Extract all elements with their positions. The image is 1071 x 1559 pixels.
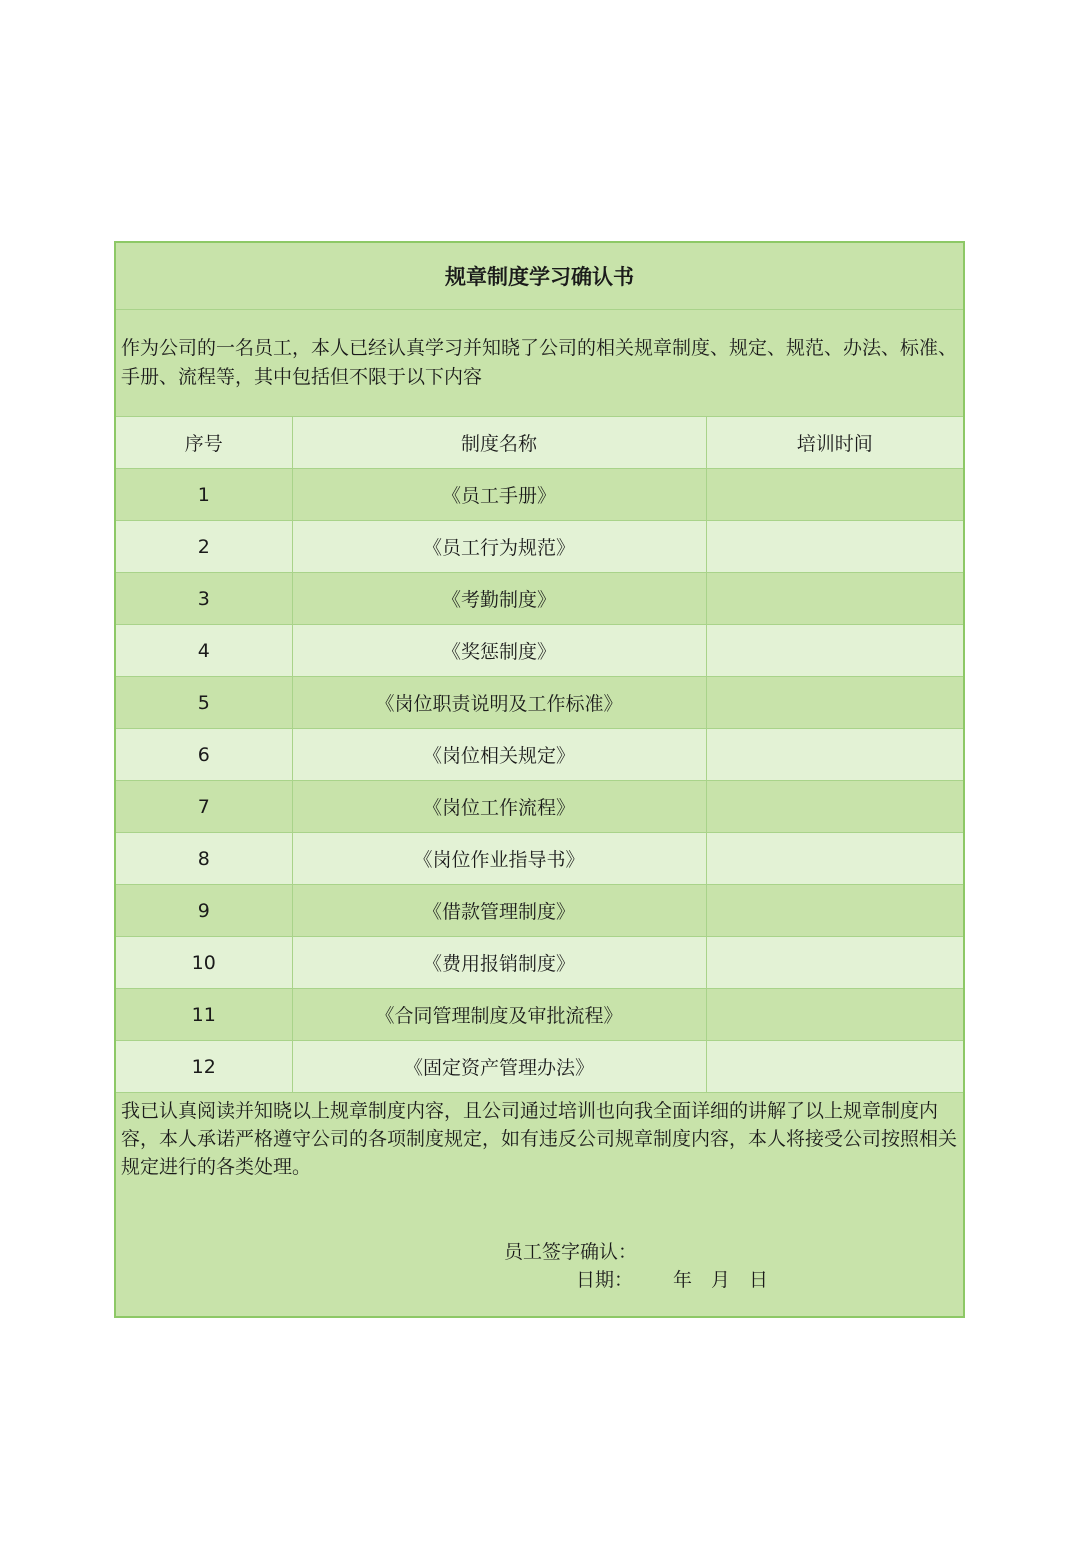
table-row	[116, 677, 963, 729]
table-row	[116, 521, 963, 573]
training-time-cell	[706, 833, 963, 885]
footer-section	[116, 1093, 963, 1316]
day-label: 日	[749, 1269, 769, 1291]
training-time-cell	[706, 885, 963, 937]
commitment-statement: 我已认真阅读并知晓以上规章制度内容，且公司通过培训也向我全面详细的讲解了以上规章制度内容，本人承诺严格遵守公司的各项制度规定，如有违反公司规章制度内容，本人将接受公司按照相关规定进行的各类处理。	[121, 1100, 958, 1178]
training-time-cell	[706, 677, 963, 729]
header-time: 培训时间	[706, 417, 963, 469]
table-row	[116, 729, 963, 781]
training-time-cell	[706, 521, 963, 573]
table-row	[116, 833, 963, 885]
training-time-cell	[706, 937, 963, 989]
training-time-cell	[706, 781, 963, 833]
row-number: 7	[116, 781, 292, 833]
training-time-cell	[706, 989, 963, 1041]
signature-label: 员工签字确认：	[504, 1241, 638, 1263]
table-row	[116, 781, 963, 833]
rule-name: 《奖惩制度》	[292, 625, 706, 677]
date-label: 日期：	[576, 1269, 634, 1291]
intro-text: 作为公司的一名员工，本人已经认真学习并知晓了公司的相关规章制度、规定、规范、办法、标准、手册、流程等，其中包括但不限于以下内容	[116, 310, 963, 417]
form-title: 规章制度学习确认书	[116, 243, 963, 310]
header-no: 序号	[116, 417, 292, 469]
training-time-cell	[706, 573, 963, 625]
year-label: 年	[673, 1269, 693, 1291]
table-row	[116, 937, 963, 989]
rules-table	[116, 417, 963, 1093]
table-row	[116, 989, 963, 1041]
confirmation-form	[114, 241, 965, 1318]
training-time-cell	[706, 625, 963, 677]
table-row	[116, 469, 963, 521]
row-number: 9	[116, 885, 292, 937]
row-number: 5	[116, 677, 292, 729]
row-number: 2	[116, 521, 292, 573]
rule-name: 《固定资产管理办法》	[292, 1041, 706, 1093]
row-number: 4	[116, 625, 292, 677]
table-row	[116, 1041, 963, 1093]
row-number: 6	[116, 729, 292, 781]
table-row	[116, 573, 963, 625]
rule-name: 《合同管理制度及审批流程》	[292, 989, 706, 1041]
rule-name: 《岗位作业指导书》	[292, 833, 706, 885]
header-name: 制度名称	[292, 417, 706, 469]
rule-name: 《考勤制度》	[292, 573, 706, 625]
row-number: 8	[116, 833, 292, 885]
table-row	[116, 885, 963, 937]
rule-name: 《员工手册》	[292, 469, 706, 521]
month-label: 月	[711, 1269, 731, 1291]
training-time-cell	[706, 1041, 963, 1093]
row-number: 11	[116, 989, 292, 1041]
rule-name: 《岗位职责说明及工作标准》	[292, 677, 706, 729]
row-number: 1	[116, 469, 292, 521]
rule-name: 《岗位工作流程》	[292, 781, 706, 833]
rule-name: 《费用报销制度》	[292, 937, 706, 989]
training-time-cell	[706, 469, 963, 521]
rule-name: 《岗位相关规定》	[292, 729, 706, 781]
training-time-cell	[706, 729, 963, 781]
table-row	[116, 625, 963, 677]
row-number: 10	[116, 937, 292, 989]
rule-name: 《借款管理制度》	[292, 885, 706, 937]
rule-name: 《员工行为规范》	[292, 521, 706, 573]
row-number: 12	[116, 1041, 292, 1093]
table-header-row	[116, 417, 963, 469]
row-number: 3	[116, 573, 292, 625]
